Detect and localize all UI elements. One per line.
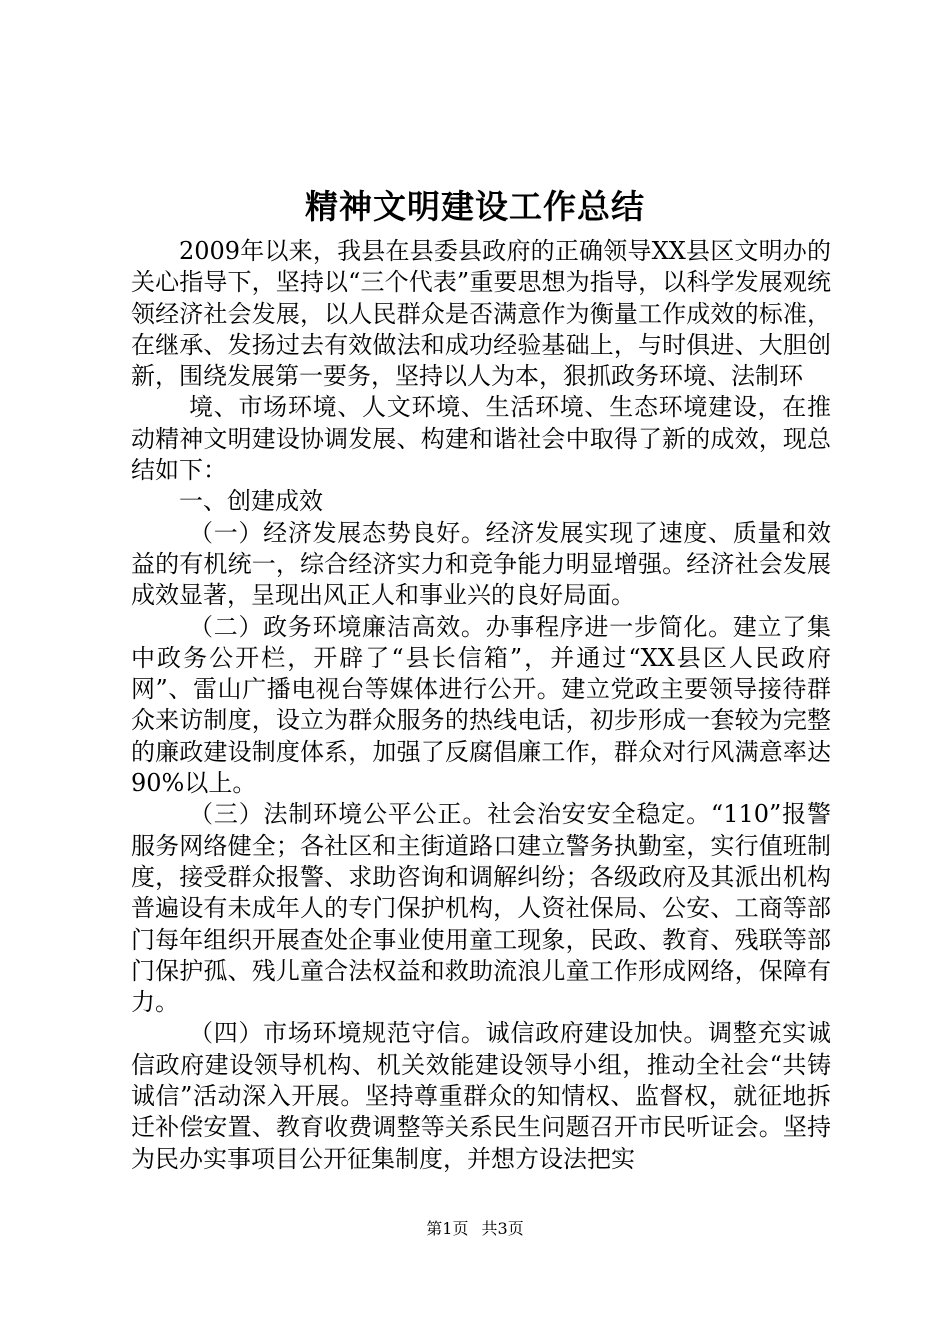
paragraph-intro-continued: 境、市场环境、人文环境、生活环境、生态环境建设，在推动精神文明建设协调发展、构建和谐社会中取得了新的成效，现总结如下： [131, 393, 831, 485]
document-title: 精神文明建设工作总结 [305, 187, 645, 226]
section-heading: 一、创建成效 [179, 487, 323, 516]
paragraph-intro: 2009年以来，我县在县委县政府的正确领导XX县区文明办的关心指导下，坚持以“三个代表”重要思想为指导，以科学发展观统领经济社会发展，以人民群众是否满意作为衡量工作成效的标准，在继承、发扬过去有效做法和成功经验基础上，与时俱进、大胆创新，围绕发展第一要务，坚持以人为本，狠抓政务环境、法制环 [131, 237, 831, 391]
page-total: 共3页 [481, 1219, 524, 1238]
paragraph-market: （四）市场环境规范守信。诚信政府建设加快。调整充实诚信政府建设领导机构、机关效能建设领导小组，推动全社会“共铸诚信”活动深入开展。坚持尊重群众的知情权、监督权，就征地拆迁补偿安置、教育收费调整等关系民生问题召开市民听证会。坚持为民办实事项目公开征集制度，并想方设法把实 [131, 1019, 831, 1173]
paragraph-economy: （一）经济发展态势良好。经济发展实现了速度、质量和效益的有机统一，综合经济实力和竞争能力明显增强。经济社会发展成效显著，呈现出风正人和事业兴的良好局面。 [131, 518, 831, 610]
document-body [131, 236, 831, 1175]
paragraph-legal: （三）法制环境公平公正。社会治安安全稳定。“110”报警服务网络健全；各社区和主街道路口建立警务执勤室，实行值班制度，接受群众报警、求助咨询和调解纠纷；各级政府及其派出机构普遍设有未成年人的专门保护机构，人资社保局、公安、工商等部门每年组织开展查处企事业使用童工现象，民政、教育、残联等部门保护孤、残儿童合法权益和救助流浪儿童工作形成网络，保障有力。 [131, 800, 831, 1017]
page-number: 第1页 [426, 1219, 469, 1238]
paragraph-governance: （二）政务环境廉洁高效。办事程序进一步简化。建立了集中政务公开栏，开辟了“县长信箱”，并通过“XX县区人民政府网”、雷山广播电视台等媒体进行公开。建立党政主要领导接待群众来访制度，设立为群众服务的热线电话，初步形成一套较为完整的廉政建设制度体系，加强了反腐倡廉工作，群众对行风满意率达90%以上。 [131, 612, 831, 798]
page-footer [0, 1218, 950, 1240]
